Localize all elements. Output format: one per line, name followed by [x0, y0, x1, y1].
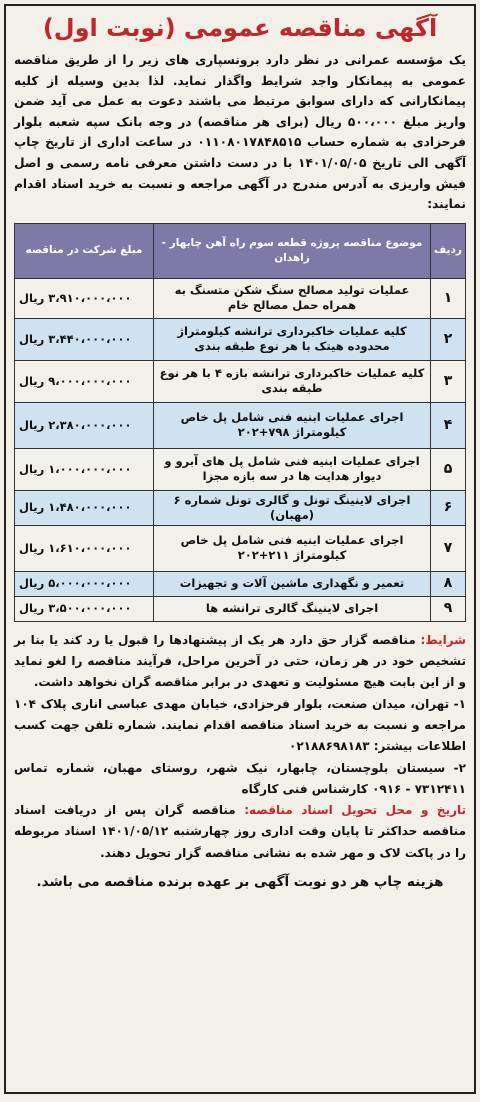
- row-amount: ۵،۰۰۰،۰۰۰،۰۰۰ ریال: [15, 571, 154, 596]
- footer-note: هزینه چاپ هر دو نوبت آگهی بر عهده برنده مناقصه می باشد.: [36, 874, 444, 891]
- row-index: ۳: [431, 360, 466, 402]
- row-index: ۷: [431, 525, 466, 571]
- tender-notice: [4, 4, 476, 1094]
- row-amount: ۱،۰۰۰،۰۰۰،۰۰۰ ریال: [15, 448, 154, 490]
- conditions-section: [14, 630, 466, 864]
- delivery-paragraph: [14, 800, 466, 864]
- delivery-text: مناقصه گران پس از دریافت اسناد مناقصه حداکثر تا پایان وقت اداری روز چهارشنبه ۱۴۰۱/۰۵/۱۲ اسناد مربوطه را در پاکت لاک و مهر شده به نشانی مناقصه گزار تحویل دهند.: [14, 803, 466, 860]
- notice-title: آگهی مناقصه عمومی (نوبت اول): [42, 14, 438, 42]
- row-subject: کلیه عملیات خاکبرداری ترانشه کیلومتراژ محدوده هیتک با هر نوع طبقه بندی: [154, 318, 431, 360]
- row-index: ۲: [431, 318, 466, 360]
- table-row: [15, 278, 466, 318]
- table-row: [15, 448, 466, 490]
- row-subject: کلیه عملیات خاکبرداری ترانشه بازه ۴ با هر نوع طبقه بندی: [154, 360, 431, 402]
- delivery-label: تاریخ و محل تحویل اسناد مناقصه:: [244, 803, 466, 818]
- table-row: [15, 571, 466, 596]
- row-amount: ۱،۶۱۰،۰۰۰،۰۰۰ ریال: [15, 525, 154, 571]
- row-index: ۵: [431, 448, 466, 490]
- row-subject: اجرای لاینینگ تونل و گالری تونل شماره ۶ (مهبان): [154, 490, 431, 525]
- row-index: ۸: [431, 571, 466, 596]
- intro-paragraph: یک مؤسسه عمرانی در نظر دارد برونسپاری های زیر را از طریق مناقصه عمومی به پیمانکار واجد شرایط واگذار نماید. لذا بدین وسیله از کلیه پیمانکارانی که دارای سوابق مرتبط می باشند دعوت به عمل می آید ضمن واریز مبلغ ۵۰۰،۰۰۰ ریال (برای هر مناقصه) در وجه بانک سپه شعبه بلوار فرحزادی به شماره حساب ۰۱۱۰۸۰۱۷۸۴۸۵۱۵ در ساعت اداری از تاریخ چاپ آگهی الی تاریخ ۱۴۰۱/۰۵/۰۵ با در دست داشتن معرفی نامه رسمی و اصل فیش واریزی به آدرس مندرج در آگهی مراجعه و نسبت به خرید اسناد اقدام نمایند:: [14, 53, 467, 212]
- row-index: ۶: [431, 490, 466, 525]
- tender-items-table: [14, 223, 466, 622]
- table-row: [15, 490, 466, 525]
- row-amount: ۳،۹۱۰،۰۰۰،۰۰۰ ریال: [15, 278, 154, 318]
- conditions-label: شرایط:: [420, 632, 466, 647]
- row-index: ۹: [431, 596, 466, 621]
- row-subject: عملیات تولید مصالح سنگ شکن متسنگ به همراه حمل مصالح خام: [154, 278, 431, 318]
- table-row: [15, 525, 466, 571]
- header-amount: مبلغ شرکت در مناقصه: [15, 223, 154, 278]
- table-row: [15, 318, 466, 360]
- table-row: [15, 596, 466, 621]
- header-subject: موضوع مناقصه پروژه قطعه سوم راه آهن چابهار - زاهدان: [154, 223, 431, 278]
- row-amount: ۱،۴۸۰،۰۰۰،۰۰۰ ریال: [15, 490, 154, 525]
- table-row: [15, 360, 466, 402]
- row-amount: ۳،۴۴۰،۰۰۰،۰۰۰ ریال: [15, 318, 154, 360]
- row-amount: ۹،۰۰۰،۰۰۰،۰۰۰ ریال: [15, 360, 154, 402]
- row-index: ۱: [431, 278, 466, 318]
- header-index: ردیف: [431, 223, 466, 278]
- row-index: ۴: [431, 402, 466, 448]
- address-chabahar: ۲- سیستان بلوچستان، چابهار، نیک شهر، روستای مهبان، شماره تماس ۷۳۱۲۴۱۱ - ۰۹۱۶ کارشناس فنی کارگاه: [14, 760, 466, 796]
- row-subject: اجرای لاینینگ گالری ترانشه ها: [154, 596, 431, 621]
- table-header-row: [15, 223, 466, 278]
- address-tehran: ۱- تهران، میدان صنعت، بلوار فرحزادی، خیابان مهدی عباسی اناری پلاک ۱۰۴ مراجعه و نسبت به خرید اسناد مناقصه اقدام نمایند. شماره تلفن جهت کسب اطلاعات بیشتر: ۰۲۱۸۸۶۹۸۱۸۳: [14, 696, 466, 754]
- row-subject: تعمیر و نگهداری ماشین آلات و تجهیزات: [154, 571, 431, 596]
- row-subject: اجرای عملیات ابنیه فنی شامل پل های آبرو و دیوار هدایت ها در سه بازه مجزا: [154, 448, 431, 490]
- row-subject: اجرای عملیات ابنیه فنی شامل پل خاص کیلومتراژ ۲۱۱+۲۰۲: [154, 525, 431, 571]
- row-amount: ۳،۵۰۰،۰۰۰،۰۰۰ ریال: [15, 596, 154, 621]
- table-row: [15, 402, 466, 448]
- row-subject: اجرای عملیات ابنیه فنی شامل پل خاص کیلومتراژ ۷۹۸+۲۰۲: [154, 402, 431, 448]
- conditions-paragraph: [14, 630, 466, 694]
- row-amount: ۲،۳۸۰،۰۰۰،۰۰۰ ریال: [15, 402, 154, 448]
- conditions-text: مناقصه گزار حق دارد هر یک از پیشنهادها را قبول یا رد کند یا بنا بر تشخیص خود در هر زمان، حتی در آخرین مراحل، فرآیند مناقصه را لغو نماید و از این بابت هیچ مسئولیت و تعهدی در برابر مناقصه گران نخواهد داشت.: [14, 632, 466, 690]
